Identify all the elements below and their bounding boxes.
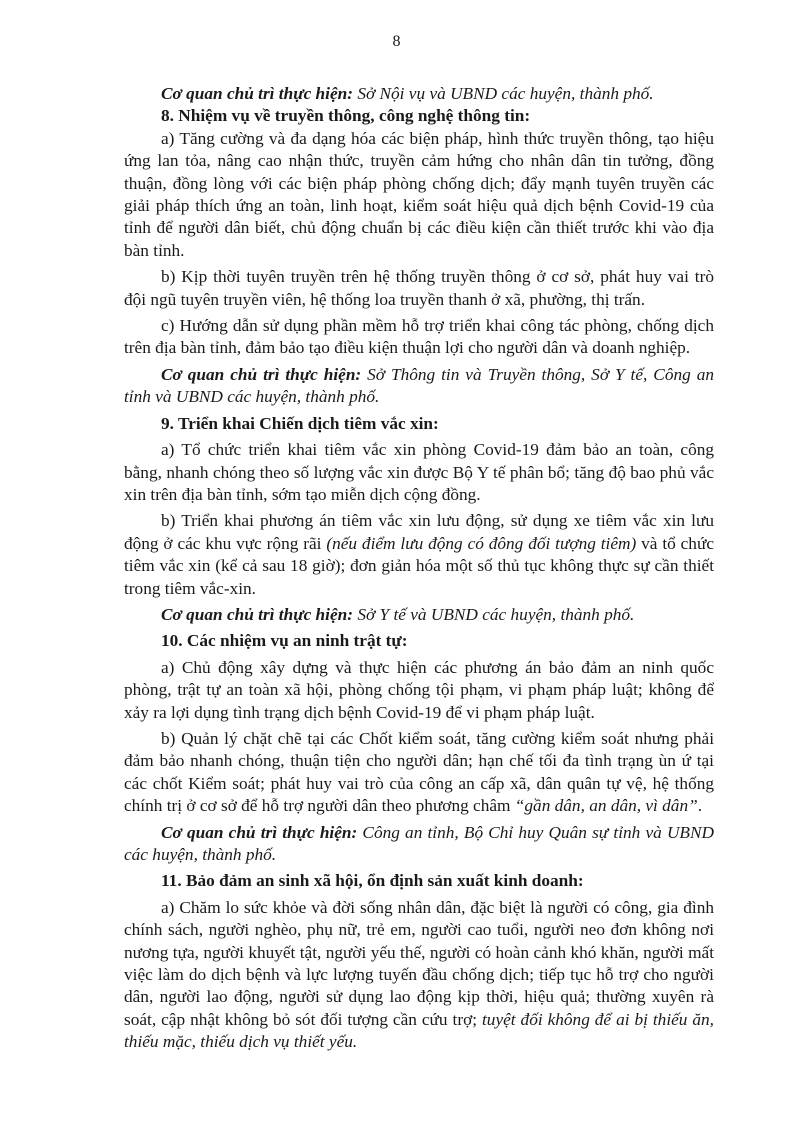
responsible-agency-text: Sở Thông tin và Truyền thông, Sở Y tế, Công an tỉnh và UBND các huyện, thành phố. <box>124 364 714 407</box>
section-11-item-a-emphasis: tuyệt đối không để ai bị thiếu ăn, thiếu mặc, thiếu dịch vụ thiết yếu. <box>124 1009 715 1052</box>
section-8-heading: 8. Nhiệm vụ về truyền thông, công nghệ thông tin: <box>161 106 531 126</box>
responsible-agency-label: Cơ quan chủ trì thực hiện: <box>161 822 358 842</box>
responsible-agency-label: Cơ quan chủ trì thực hiện: <box>161 364 362 384</box>
section-8-item-b: b) Kịp thời tuyên truyền trên hệ thống truyền thông ở cơ sở, phát huy vai trò đội ngũ tuyên truyền viên, hệ thống loa truyền thanh ở xã, phường, thị trấn. <box>124 267 714 309</box>
section-10-item-b-part2: . <box>697 796 703 816</box>
section-9-heading: 9. Triển khai Chiến dịch tiêm vắc xin: <box>161 413 439 433</box>
responsible-agency-text: Sở Nội vụ và UBND các huyện, thành phố. <box>353 84 654 103</box>
document-body <box>124 83 714 1054</box>
responsible-agency-text: Sở Y tế và UBND các huyện, thành phố. <box>353 604 635 624</box>
section-10-heading: 10. Các nhiệm vụ an ninh trật tự: <box>161 631 408 651</box>
section-11-heading: 11. Bảo đảm an sinh xã hội, ổn định sản xuất kinh doanh: <box>161 871 584 891</box>
responsible-agency-label: Cơ quan chủ trì thực hiện: <box>161 604 354 624</box>
section-9-item-b <box>124 510 714 600</box>
section-9-item-b-note: (nếu điểm lưu động có đông đối tượng tiêm) <box>326 533 637 553</box>
responsible-agency-text: Công an tỉnh, Bộ Chỉ huy Quân sự tỉnh và UBND các huyện, thành phố. <box>124 822 714 864</box>
responsible-agency-label: Cơ quan chủ trì thực hiện: <box>161 84 354 103</box>
section-8-item-a: a) Tăng cường và đa dạng hóa các biện pháp, hình thức truyền thông, tạo hiệu ứng lan tỏa, nâng cao nhận thức, truyền cảm hứng cho nhân dân tin tưởng, đồng thuận, đồng lòng với các biện pháp phòng chống dịch; đẩy mạnh tuyên truyền các giải pháp thích ứng an toàn, linh hoạt, kiểm soát hiệu quả dịch bệnh Covid-19 của tỉnh để người dân biết, chủ động chuẩn bị các điều kiện cần thiết trước khi vào địa bàn tỉnh. <box>124 128 714 260</box>
section-11-item-a <box>124 897 714 1054</box>
page-number: 8 <box>392 33 401 50</box>
section-10-item-b-part1: b) Quản lý chặt chẽ tại các Chốt kiểm soát, tăng cường kiểm soát nhưng phải đảm bảo nhanh chóng, thuận tiện cho người dân; hạn chế tối đa tình trạng ùn ứ tại các chốt Kiểm soát; phát huy vai trò của công an cấp xã, dân quân tự vệ, hệ thống chính trị ở cơ sở để hỗ trợ người dân theo phương châm <box>124 728 714 816</box>
section-8-responsible-line <box>124 364 714 409</box>
section-8-item-c: c) Hướng dẫn sử dụng phần mềm hỗ trợ triển khai công tác phòng, chống dịch trên địa bàn tỉnh, đảm bảo tạo điều kiện thuận lợi cho người dân và doanh nghiệp. <box>124 316 714 358</box>
section-9-item-b-part2: và tổ chức tiêm vắc xin (kể cả sau 18 giờ); đơn giản hóa một số thủ tục không thực sự cần thiết trong tiêm vắc-xin. <box>124 533 714 598</box>
section-9-item-a: a) Tổ chức triển khai tiêm vắc xin phòng Covid-19 đảm bảo an toàn, công bằng, nhanh chóng theo số lượng vắc xin được Bộ Y tế phân bổ; tăng độ bao phủ vắc xin trên địa bàn tỉnh, sớm tạo miễn dịch cộng đồng. <box>124 440 714 504</box>
section-10-item-a: a) Chủ động xây dựng và thực hiện các phương án bảo đảm an ninh quốc phòng, trật tự an toàn xã hội, phòng chống tội phạm, vi phạm pháp luật; không để xảy ra lợi dụng tình trạng dịch bệnh Covid-19 để vi phạm pháp luật. <box>124 657 714 722</box>
section-9-item-b-part1: b) Triển khai phương án tiêm vắc xin lưu động, sử dụng xe tiêm vắc xin lưu động ở các khu vực rộng rãi <box>124 511 714 553</box>
section-10-responsible-line <box>124 822 714 867</box>
responsible-agency-line <box>124 83 714 105</box>
section-9-responsible-line <box>124 604 714 626</box>
section-10-item-b <box>124 728 714 818</box>
section-10-item-b-motto: “gần dân, an dân, vì dân” <box>514 796 698 816</box>
section-11-item-a-part1: a) Chăm lo sức khỏe và đời sống nhân dân, đặc biệt là người có công, gia đình chính sách, người nghèo, phụ nữ, trẻ em, người cao tuổi, người neo đơn không nơi nương tựa, người khuyết tật, người yếu thế, người có hoàn cảnh khó khăn, người mất việc làm do dịch bệnh và lực lượng tuyến đầu chống dịch; tiếp tục hỗ trợ cho người dân, người lao động, người sử dụng lao động kịp thời, hiệu quả; thường xuyên rà soát, cập nhật không bỏ sót đối tượng cần cứu trợ; <box>124 897 714 1029</box>
